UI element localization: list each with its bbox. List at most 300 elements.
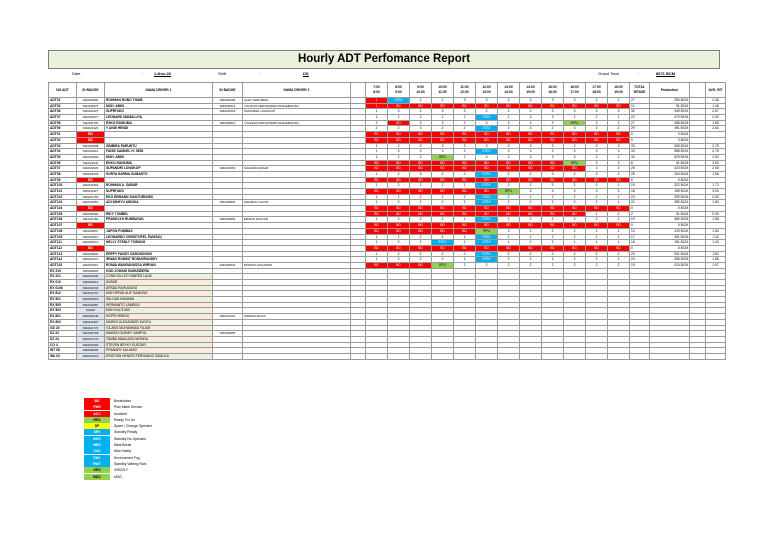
hour-cell: 3 [476, 154, 498, 160]
hour-cell: BD [432, 228, 454, 234]
hour-cell: 3 [476, 98, 498, 104]
driver-1-name: NELLY STENLY TOBUNG [105, 240, 213, 246]
hour-cell: 2 [454, 257, 476, 263]
driver-2-badge: SMAM0655 [213, 331, 243, 337]
hour-cell: BD [498, 137, 520, 143]
hour-cell: BD [454, 223, 476, 229]
hour-cell: 1 [564, 240, 586, 246]
unit-id: EX 802 [49, 319, 77, 325]
production-value: 181 BCM [650, 240, 690, 246]
driver-1-name: MUH KALITUMI [105, 308, 213, 314]
hour-cell: BD [366, 223, 388, 229]
hour-cell: 3 [542, 98, 564, 104]
hour-cell: BD [366, 211, 388, 217]
hour-cell: 2 [388, 234, 410, 240]
hour-cell: BD [520, 103, 542, 109]
unit-id: ADT06 [49, 109, 77, 115]
avg-rit: 3.00 [706, 189, 726, 195]
total-ritase: 27 [630, 120, 650, 126]
unit-id: ADT08 [49, 120, 77, 126]
hour-cell: BD [498, 132, 520, 138]
hour-cell: BD [498, 245, 520, 251]
hour-cell: BD [476, 223, 498, 229]
header-driver-1: NAMA DRIVER 1 [105, 83, 213, 98]
table-row [49, 353, 726, 359]
driver-1-badge: SMAM0995 [77, 348, 105, 354]
hour-cell: BD [432, 166, 454, 172]
hour-cell: 2 [586, 98, 608, 104]
hour-cell: 3 [542, 154, 564, 160]
header-no-adt: NO ADT [49, 83, 77, 98]
hour-cell: BD [388, 103, 410, 109]
hour-cell: BD [454, 160, 476, 166]
hour-cell: BD [432, 245, 454, 251]
legend-code: GRZ [84, 467, 110, 473]
hour-cell-empty [388, 353, 410, 359]
hour-cell: BD [586, 103, 608, 109]
production-value: 322 BCM [650, 183, 690, 189]
hour-cell: 2 [454, 126, 476, 132]
hour-cell: BD [608, 137, 630, 143]
hour-cell: BD [564, 177, 586, 183]
hour-cell: 1 [366, 143, 388, 149]
hour-cell: BD [454, 189, 476, 195]
unit-id: ADT02 [49, 137, 77, 143]
hour-cell: BD [564, 132, 586, 138]
production-value: 355 BCM [650, 257, 690, 263]
hour-cell: 3 [388, 149, 410, 155]
hour-cell: BD [454, 177, 476, 183]
hour-cell: 2 [564, 234, 586, 240]
hour-cell: BD [366, 166, 388, 172]
total-ritase: 33 [630, 149, 650, 155]
production-value: 51 BCM [650, 160, 690, 166]
hour-cell: 3 [520, 126, 542, 132]
hour-cell: 1 [586, 234, 608, 240]
avg-rit: 2.75 [706, 149, 726, 155]
header-spacer [351, 83, 366, 98]
hour-cell: 2 [520, 194, 542, 200]
hour-cell: 2 [564, 183, 586, 189]
hour-cell: BD [564, 103, 586, 109]
hour-cell: 3 [608, 160, 630, 166]
hour-cell: 2 [608, 194, 630, 200]
hour-cell: 2 [542, 217, 564, 223]
avg-rit: 2.67 [706, 109, 726, 115]
hour-cell: 3 [498, 149, 520, 155]
hour-cell: STBY [476, 251, 498, 257]
hour-cell: BD [454, 103, 476, 109]
hour-cell: 2 [608, 251, 630, 257]
hour-cell-empty [366, 353, 388, 359]
hour-cell: BD [586, 177, 608, 183]
hour-cell: 2 [520, 251, 542, 257]
hour-cell: BD [432, 103, 454, 109]
hour-cell: BD [520, 160, 542, 166]
hour-cell: 3 [520, 115, 542, 121]
hour-cell: BD [410, 137, 432, 143]
hour-cell: 2 [520, 171, 542, 177]
hour-cell: STBY [476, 194, 498, 200]
driver-1-name: LEONARD MAMALUYA [105, 115, 213, 121]
unit-id: ADT102 [49, 194, 77, 200]
total-ritase: 29 [630, 126, 650, 132]
hour-cell: 2 [388, 143, 410, 149]
hour-cell: 2 [388, 115, 410, 121]
hour-cell: 3 [586, 189, 608, 195]
driver-2-name [243, 353, 351, 359]
unit-id: EX 221 [49, 274, 77, 280]
hour-cell: BD [366, 262, 388, 268]
unit-id: ADT108 [49, 228, 77, 234]
hour-cell: 2 [564, 194, 586, 200]
unit-id: ADT105 [49, 211, 77, 217]
hour-cell: BD [520, 177, 542, 183]
driver-1-name: SURYA DARMA SUMANTO [105, 171, 213, 177]
legend-label: Standby No Operator [114, 436, 147, 441]
hour-cell: BD [586, 132, 608, 138]
hour-cell: 3 [432, 109, 454, 115]
production-value: 380 BCM [650, 200, 690, 206]
hour-cell: 3 [520, 154, 542, 160]
total-ritase: 27 [630, 98, 650, 104]
hour-cell: BD [520, 245, 542, 251]
driver-1-name: ESKO RANIUMA [105, 120, 213, 126]
driver-1-badge: SMAM1797 [77, 291, 105, 297]
unit-id: EX 219 [49, 268, 77, 274]
hour-cell: 2 [586, 115, 608, 121]
hour-cell-empty [476, 353, 498, 359]
hour-cell: 2 [388, 200, 410, 206]
hour-cell-empty [586, 353, 608, 359]
hour-cell: BD [564, 166, 586, 172]
production-value: 0 BCM [650, 223, 690, 229]
report-title: Hourly ADT Perfomance Report [48, 50, 720, 69]
hour-cell: BD [432, 189, 454, 195]
hour-cell: 3 [542, 120, 564, 126]
hour-cell: 2 [498, 109, 520, 115]
driver-1-name: PRANKLYN RUMBAYAN [105, 217, 213, 223]
driver-1-name: ANSAR [105, 280, 213, 286]
hour-cell: 1 [608, 228, 630, 234]
total-ritase: 0 [630, 206, 650, 212]
hour-cell: 2 [520, 200, 542, 206]
driver-1-badge: SMAM0816 [77, 234, 105, 240]
unit-id: ADT06 [49, 160, 77, 166]
legend-label: Accident [114, 411, 128, 416]
driver-1-badge: SMAM0822 [77, 268, 105, 274]
hour-cell: BD [454, 132, 476, 138]
hour-cell: 3 [520, 143, 542, 149]
hour-cell: 1 [366, 200, 388, 206]
driver-1-badge: SMAM0790 [77, 120, 105, 126]
unit-id: EX 0106 [49, 285, 77, 291]
date-label: Date [72, 71, 81, 76]
header-hour: 12:00 13:00 [476, 83, 498, 98]
total-ritase: 25 [630, 166, 650, 172]
driver-1-name: SUPRIYADI [105, 189, 213, 195]
unit-id: ADT115 [49, 262, 77, 268]
hour-cell: 2 [388, 257, 410, 263]
legend-label: Man Safety [114, 449, 132, 454]
driver-1-badge: SMAM0687 [77, 302, 105, 308]
unit-id: DZ 24 [49, 336, 77, 342]
header-production: Production [650, 83, 690, 98]
driver-1-badge: BD [77, 223, 105, 229]
hour-cell: 2 [454, 154, 476, 160]
hour-cell: 2 [520, 234, 542, 240]
driver-1-badge: BD [77, 177, 105, 183]
hour-cell: BD [542, 137, 564, 143]
hour-cell: 2 [498, 126, 520, 132]
hour-cell: 1 [608, 115, 630, 121]
legend-label: MDO [114, 474, 122, 479]
hour-cell: BD [586, 137, 608, 143]
unit-id: ADT07 [49, 166, 77, 172]
hour-cell: 3 [564, 149, 586, 155]
hour-cell: 2 [432, 194, 454, 200]
hour-cell: 2 [542, 240, 564, 246]
hour-cell: 1 [454, 234, 476, 240]
header-hour: 18:00 19:00 [608, 83, 630, 98]
hour-cell: BD [388, 120, 410, 126]
hour-cell: 2 [586, 257, 608, 263]
driver-1-badge: SMAM1529 [77, 166, 105, 172]
hour-cell: 1 [366, 217, 388, 223]
total-ritase: 19 [630, 183, 650, 189]
hour-cell: 3 [410, 120, 432, 126]
unit-id: EX 801 [49, 314, 77, 320]
unit-id: ADT02 [49, 103, 77, 109]
hour-cell-empty [608, 353, 630, 359]
driver-1-name: HERMANTO LAMBOU [105, 302, 213, 308]
header-driver-2: NAMA DRIVER 2 [243, 83, 351, 98]
hour-cell: BD [366, 132, 388, 138]
hour-cell: 2 [586, 262, 608, 268]
header-hour: 10:00 11:00 [432, 83, 454, 98]
driver-1-badge: SMAM0249 [77, 314, 105, 320]
driver-2-name: MAHMUD YACOP [243, 200, 351, 206]
unit-id: WT 08 [49, 348, 77, 354]
driver-1-badge: BD [77, 137, 105, 143]
hour-cell: 3 [564, 98, 586, 104]
driver-1-name: ARSAD RAHUDANG [105, 285, 213, 291]
hour-cell: BD [366, 137, 388, 143]
driver-1-name: ROHMAN A. SABUR [105, 183, 213, 189]
production-value [650, 353, 690, 359]
hour-cell: 3 [410, 149, 432, 155]
hour-cell: 2 [454, 171, 476, 177]
driver-1-name: ROHMAN ROBO THAIB [105, 98, 213, 104]
hour-cell: BD [432, 132, 454, 138]
hour-cell: STBY [476, 257, 498, 263]
hour-cell: BD [520, 211, 542, 217]
total-ritase: 19 [630, 262, 650, 268]
hour-cell-empty [432, 353, 454, 359]
total-ritase: 0 [630, 245, 650, 251]
unit-id: ADT03 [49, 143, 77, 149]
driver-1-name: STEVEN BRYKY ELIEZAR [105, 342, 213, 348]
hour-cell: BD [608, 206, 630, 212]
shift-label: Shift [218, 71, 227, 76]
hour-cell: 3 [432, 143, 454, 149]
hour-cell: 2 [498, 171, 520, 177]
hour-cell: 3 [410, 143, 432, 149]
driver-2-name: YOHANIS FERNANDEZ PANGEMANAN [243, 120, 351, 126]
unit-id: ADT107 [49, 223, 77, 229]
driver-1-badge: SMAM1010 [77, 262, 105, 268]
driver-1-badge: SMAM1759 [77, 194, 105, 200]
hour-cell: 2 [586, 194, 608, 200]
hour-cell: 2 [542, 200, 564, 206]
legend-label: Environment Fog [114, 455, 140, 460]
driver-1-badge: SMAM1329 [77, 126, 105, 132]
hour-cell: 1 [586, 166, 608, 172]
driver-1-badge: SMAM2030 [77, 274, 105, 280]
hour-cell: 2 [586, 120, 608, 126]
hour-cell: 1 [432, 234, 454, 240]
hour-cell: BD [388, 137, 410, 143]
driver-1-badge: SMAM1819 [77, 149, 105, 155]
hour-cell: 2 [410, 200, 432, 206]
hour-cell: 3 [542, 109, 564, 115]
hour-cell: 2 [366, 120, 388, 126]
hour-cell: 1 [366, 115, 388, 121]
unit-id: ADT01 [49, 98, 77, 104]
hour-cell: 3 [410, 126, 432, 132]
hour-cell: 2 [542, 234, 564, 240]
driver-1-badge: SMAM0083 [77, 98, 105, 104]
hour-cell: 3 [498, 98, 520, 104]
production-value: 350 BCM [650, 98, 690, 104]
legend-code: NOO [84, 436, 110, 442]
hour-cell: BD [388, 211, 410, 217]
hour-cell: 2 [410, 217, 432, 223]
hour-cell: 2 [498, 194, 520, 200]
hour-cell: BD [454, 166, 476, 172]
unit-id: ADT114 [49, 257, 77, 263]
driver-2-name: ALEX TAMUMENI [243, 98, 351, 104]
driver-2-badge: SMAM0513 [213, 103, 243, 109]
hour-cell: 2 [542, 251, 564, 257]
hour-cell: BD [410, 189, 432, 195]
unit-id: GD 20 [49, 325, 77, 331]
hour-cell: 1 [586, 211, 608, 217]
driver-2-name: MIXSON GITAAMOK [243, 262, 351, 268]
total-ritase: 11 [630, 103, 650, 109]
hour-cell: 1 [366, 98, 388, 104]
legend-code: ACC [84, 411, 110, 417]
hour-cell: 3 [498, 120, 520, 126]
driver-1-badge: SMAM1542 [77, 160, 105, 166]
hour-cell: BD [410, 166, 432, 172]
avg-rit: 1.83 [706, 200, 726, 206]
hour-cell: 1 [366, 257, 388, 263]
hour-cell: BD [432, 206, 454, 212]
unit-id: EX 501 [49, 297, 77, 303]
shift-value: DS [303, 71, 309, 76]
driver-1-badge: SMAM1964 [77, 183, 105, 189]
hour-cell: 2 [564, 251, 586, 257]
hour-cell: BD [432, 137, 454, 143]
legend-code: SAS [84, 448, 110, 454]
driver-1-name: LEONARDO CHRISTOPEL PANGAU [105, 234, 213, 240]
hour-cell: 2 [586, 183, 608, 189]
hour-cell: BD [586, 245, 608, 251]
total-ritase: 0 [630, 223, 650, 229]
legend-label: Standby Ready [114, 430, 138, 435]
hour-cell: BD [564, 223, 586, 229]
header-hour: 7:00 8:00 [366, 83, 388, 98]
legend-label: Breakdown [114, 399, 131, 403]
hour-cell: STBY [476, 234, 498, 240]
total-ritase: 6 [630, 160, 650, 166]
hour-cell: BD [410, 245, 432, 251]
hour-cell: 1 [608, 200, 630, 206]
hour-cell: BD [410, 103, 432, 109]
hour-cell: BD [366, 177, 388, 183]
hour-cell-empty [454, 353, 476, 359]
hour-cell: 2 [498, 257, 520, 263]
hour-cell: 2 [410, 194, 432, 200]
total-ritase: 12 [630, 228, 650, 234]
hour-cell: BD [520, 206, 542, 212]
hour-cell: BD [520, 137, 542, 143]
hour-cell: 2 [410, 257, 432, 263]
hour-cell: BD [498, 211, 520, 217]
hour-cell: 2 [432, 183, 454, 189]
hour-cell: 3 [410, 154, 432, 160]
hour-cell: BD [366, 245, 388, 251]
hour-cell: 2 [454, 115, 476, 121]
production-value: 531 BCM [650, 251, 690, 257]
total-ritase [630, 353, 650, 359]
hour-cell: 2 [432, 98, 454, 104]
driver-1-name: JAPON PUMBAS [105, 228, 213, 234]
driver-1-name: SUPRIYADI [105, 109, 213, 115]
production-value: 390 BCM [650, 194, 690, 200]
hour-cell: 3 [432, 149, 454, 155]
report-meta [48, 69, 720, 78]
legend-code: SRY [84, 429, 110, 435]
production-value: 349 BCM [650, 109, 690, 115]
driver-1-name: CONN GILLEO SIMRED LAUK [105, 274, 213, 280]
hour-cell: 2 [432, 115, 454, 121]
hour-cell: BD [366, 228, 388, 234]
hour-cell: 2 [586, 200, 608, 206]
hour-cell: 2 [498, 183, 520, 189]
hour-cell: BD [608, 223, 630, 229]
hour-cell: STBY [476, 200, 498, 206]
avg-rit: 1.82 [706, 251, 726, 257]
hour-cell: 2 [432, 251, 454, 257]
driver-2-name: SUHARDI ANSAR [243, 166, 351, 172]
hour-cell: 2 [432, 257, 454, 263]
production-value: 0 BCM [650, 206, 690, 212]
driver-2-badge [213, 353, 243, 359]
unit-id: ADT09 [49, 126, 77, 132]
driver-1-badge: SMAM0966 [77, 211, 105, 217]
hour-cell: 3 [498, 154, 520, 160]
hour-cell: 3 [608, 143, 630, 149]
driver-1-name: SUPANDRI LONGKOP [105, 166, 213, 172]
hour-cell: 2 [520, 228, 542, 234]
hour-cell: BD [410, 211, 432, 217]
driver-1-badge: SMAM0826 [77, 251, 105, 257]
avg-rit: 1.56 [706, 171, 726, 177]
hour-cell: BD [542, 223, 564, 229]
hour-cell: 2 [498, 251, 520, 257]
